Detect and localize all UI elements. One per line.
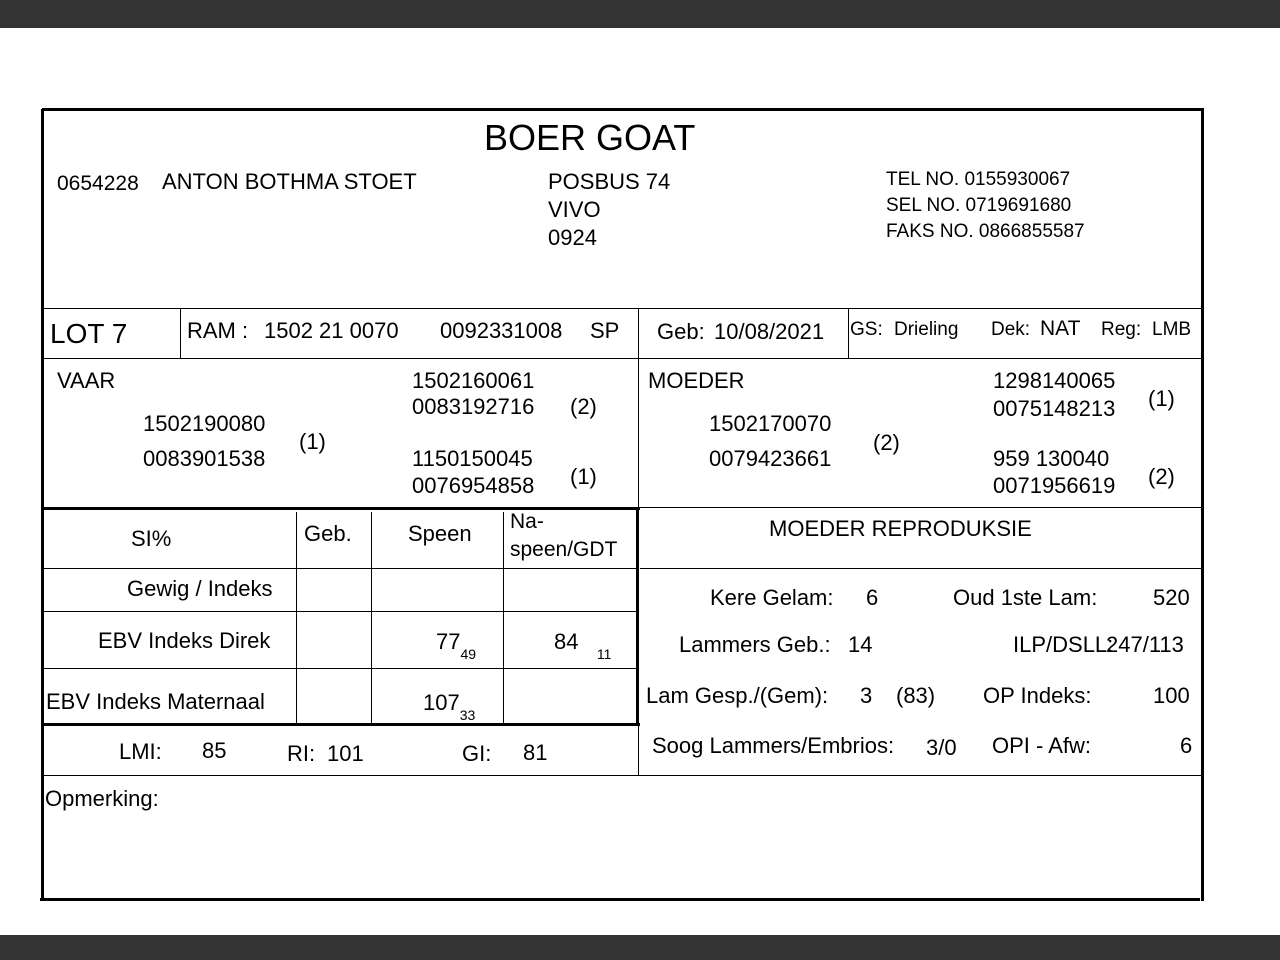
direk-naspeen-value: 84 $_{11}$ bbox=[554, 629, 612, 662]
dam-id: 1502170070 bbox=[709, 411, 832, 436]
sire-sire-id: 1502160061 bbox=[412, 368, 535, 393]
kere-gelam-label: Kere Gelam: bbox=[710, 585, 834, 610]
ilp-dsll-label: ILP/DSLL: bbox=[1013, 632, 1114, 657]
col-speen-header: Speen bbox=[408, 521, 472, 546]
opi-afw-label: OPI - Afw: bbox=[992, 733, 1092, 758]
dam-sire-id: 1298140065 bbox=[993, 368, 1116, 393]
ilp-dsll-value: 247/113 bbox=[1106, 632, 1184, 657]
tel-number: TEL NO. 0155930067 bbox=[886, 169, 1071, 190]
address-line-3: 0924 bbox=[548, 225, 597, 250]
sire-dam-reg: 0076954858 bbox=[412, 473, 535, 498]
row-maternaal-label: EBV Indeks Maternaal bbox=[46, 689, 265, 714]
opmerking-label: Opmerking: bbox=[45, 786, 159, 811]
maternaal-speen-value: $107_{33}$ bbox=[423, 690, 476, 723]
col-geb-header: Geb. bbox=[304, 521, 352, 546]
breeder-name: ANTON BOTHMA STOET bbox=[162, 169, 417, 194]
dam-dam-id: 959 130040 bbox=[993, 446, 1110, 471]
opi-afw-value: 6 bbox=[1180, 733, 1193, 758]
maternaal-speen-sub: 33 bbox=[459, 707, 476, 723]
sire-dam-tag: (1) bbox=[570, 464, 597, 489]
col-naspeen-header-line1: Na- bbox=[510, 510, 544, 533]
direk-naspeen-sub: 11 bbox=[596, 646, 612, 662]
oud-1ste-lam-value: 520 bbox=[1153, 585, 1190, 610]
dek-label: Dek: bbox=[991, 319, 1031, 340]
moeder-label: MOEDER bbox=[648, 368, 745, 393]
sire-id: 1502190080 bbox=[143, 411, 266, 436]
top-dark-band bbox=[0, 0, 1280, 28]
geb-date: 10/08/2021 bbox=[714, 319, 825, 344]
ri-value: 101 bbox=[327, 741, 364, 766]
row-direk-label: EBV Indeks Direk bbox=[98, 628, 271, 653]
lammers-geb-value: 14 bbox=[848, 632, 873, 657]
lam-gesp-gem-value: (83) bbox=[896, 683, 936, 708]
sire-tag: (1) bbox=[299, 429, 326, 454]
sire-sire-reg: 0083192716 bbox=[412, 394, 535, 419]
soog-lammers-label: Soog Lammers/Embrios: bbox=[652, 733, 895, 758]
gs-label: GS: bbox=[850, 319, 883, 340]
vaar-label: VAAR bbox=[57, 368, 116, 393]
ram-class: SP bbox=[590, 318, 620, 343]
document-title: BOER GOAT bbox=[484, 117, 696, 158]
dam-sire-reg: 0075148213 bbox=[993, 396, 1116, 421]
sire-reg: 0083901538 bbox=[143, 446, 266, 471]
moeder-reproduksie-title: MOEDER REPRODUKSIE bbox=[769, 516, 1032, 541]
op-indeks-label: OP Indeks: bbox=[983, 683, 1092, 708]
lam-gesp-value: 3 bbox=[860, 683, 873, 708]
address-line-2: VIVO bbox=[548, 197, 601, 222]
dam-reg: 0079423661 bbox=[709, 446, 832, 471]
ram-id: 1502 21 0070 bbox=[264, 318, 399, 343]
bottom-dark-band bbox=[0, 935, 1280, 960]
dam-tag: (2) bbox=[873, 430, 900, 455]
dam-dam-tag: (2) bbox=[1148, 464, 1175, 489]
lmi-label: LMI: bbox=[119, 739, 162, 764]
ram-label: RAM : bbox=[187, 318, 249, 343]
direk-speen-value: $77_{49}$ bbox=[436, 629, 477, 662]
op-indeks-value: 100 bbox=[1153, 683, 1190, 708]
gi-label: GI: bbox=[462, 741, 492, 766]
gi-value: 81 bbox=[523, 740, 548, 765]
dek-value: NAT bbox=[1040, 317, 1081, 340]
sel-number: SEL NO. 0719691680 bbox=[886, 195, 1072, 216]
ram-reg-number: 0092331008 bbox=[440, 318, 563, 343]
gs-value: Drieling bbox=[894, 319, 959, 340]
sire-sire-tag: (2) bbox=[570, 394, 597, 419]
lot-number: LOT 7 bbox=[50, 318, 128, 349]
lmi-value: 85 bbox=[202, 738, 227, 763]
lam-gesp-label: Lam Gesp./(Gem): bbox=[646, 683, 829, 708]
reg-value: LMB bbox=[1152, 319, 1192, 340]
lammers-geb-label: Lammers Geb.: bbox=[679, 632, 831, 657]
dam-dam-reg: 0071956619 bbox=[993, 473, 1116, 498]
reg-label: Reg: bbox=[1101, 319, 1142, 340]
soog-lammers-value: 3/0 bbox=[926, 735, 957, 760]
oud-1ste-lam-label: Oud 1ste Lam: bbox=[953, 585, 1098, 610]
address-line-1: POSBUS 74 bbox=[548, 169, 671, 194]
direk-speen-sub: 49 bbox=[460, 646, 477, 662]
sire-dam-id: 1150150045 bbox=[412, 446, 533, 471]
dam-sire-tag: (1) bbox=[1148, 386, 1175, 411]
row-gewig-label: Gewig / Indeks bbox=[127, 576, 273, 601]
ri-label: RI: bbox=[287, 741, 316, 766]
kere-gelam-value: 6 bbox=[866, 585, 879, 610]
faks-number: FAKS NO. 0866855587 bbox=[886, 221, 1085, 242]
geb-label: Geb: bbox=[657, 319, 705, 344]
si-label: SI% bbox=[131, 526, 172, 551]
breeder-number: 0654228 bbox=[57, 172, 139, 195]
col-naspeen-header-line2: speen/GDT bbox=[510, 538, 618, 561]
